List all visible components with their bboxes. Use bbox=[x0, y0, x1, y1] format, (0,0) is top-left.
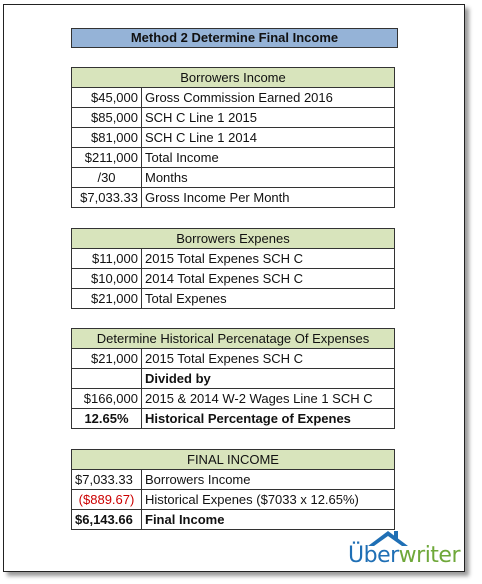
amount-cell: $11,000 bbox=[72, 249, 142, 269]
borrowers-expenses-header: Borrowers Expenes bbox=[72, 229, 395, 249]
amount-cell: $81,000 bbox=[72, 128, 142, 148]
amount-cell: $10,000 bbox=[72, 269, 142, 289]
table-row bbox=[72, 148, 395, 168]
logo-text bbox=[348, 543, 460, 568]
table-row bbox=[72, 188, 395, 208]
table-row bbox=[72, 349, 395, 369]
label-cell: SCH C Line 1 2014 bbox=[142, 128, 395, 148]
amount-cell: $166,000 bbox=[72, 389, 142, 409]
amount-cell: $6,143.66 bbox=[72, 510, 142, 530]
label-cell: Historical Expenes ($7033 x 12.65%) bbox=[142, 490, 395, 510]
table-row bbox=[72, 88, 395, 108]
logo-text-main: Über bbox=[348, 543, 399, 568]
page-title: Method 2 Determine Final Income bbox=[71, 28, 398, 48]
amount-cell: $21,000 bbox=[72, 349, 142, 369]
table-row bbox=[72, 470, 395, 490]
label-cell: SCH C Line 1 2015 bbox=[142, 108, 395, 128]
table-row bbox=[72, 128, 395, 148]
borrowers-income-header: Borrowers Income bbox=[72, 68, 395, 88]
amount-cell: $7,033.33 bbox=[72, 470, 142, 490]
amount-cell: $7,033.33 bbox=[72, 188, 142, 208]
historical-header: Determine Historical Percenatage Of Expenses bbox=[72, 329, 395, 349]
label-cell: 2015 & 2014 W-2 Wages Line 1 SCH C bbox=[142, 389, 395, 409]
amount-cell: $21,000 bbox=[72, 289, 142, 309]
amount-cell: /30 bbox=[72, 168, 142, 188]
table-row bbox=[72, 369, 395, 389]
table-row bbox=[72, 510, 395, 530]
label-cell: Months bbox=[142, 168, 395, 188]
label-cell: 2015 Total Expenes SCH C bbox=[142, 349, 395, 369]
borrowers-expenses-table bbox=[71, 228, 395, 309]
label-cell: 2015 Total Expenes SCH C bbox=[142, 249, 395, 269]
label-cell: Borrowers Income bbox=[142, 470, 395, 490]
final-income-header: FINAL INCOME bbox=[72, 450, 395, 470]
borrowers-income-table bbox=[71, 67, 395, 208]
uberwriter-logo bbox=[348, 528, 461, 570]
table-row bbox=[72, 409, 395, 429]
amount-cell: $211,000 bbox=[72, 148, 142, 168]
label-cell: 2014 Total Expenes SCH C bbox=[142, 269, 395, 289]
label-cell: Gross Commission Earned 2016 bbox=[142, 88, 395, 108]
label-cell: Divided by bbox=[142, 369, 395, 389]
table-row bbox=[72, 389, 395, 409]
historical-percentage-table bbox=[71, 328, 395, 429]
amount-cell: $85,000 bbox=[72, 108, 142, 128]
label-cell: Gross Income Per Month bbox=[142, 188, 395, 208]
label-cell: Final Income bbox=[142, 510, 395, 530]
table-row bbox=[72, 249, 395, 269]
table-row bbox=[72, 168, 395, 188]
amount-cell bbox=[72, 369, 142, 389]
table-row bbox=[72, 289, 395, 309]
amount-cell: $45,000 bbox=[72, 88, 142, 108]
amount-cell: 12.65% bbox=[72, 409, 142, 429]
label-cell: Total Expenes bbox=[142, 289, 395, 309]
logo-text-sub: writer bbox=[398, 543, 461, 568]
amount-cell: ($889.67) bbox=[72, 490, 142, 510]
table-row bbox=[72, 490, 395, 510]
table-row bbox=[72, 269, 395, 289]
table-row bbox=[72, 108, 395, 128]
label-cell: Total Income bbox=[142, 148, 395, 168]
final-income-table bbox=[71, 449, 395, 530]
label-cell: Historical Percentage of Expenes bbox=[142, 409, 395, 429]
